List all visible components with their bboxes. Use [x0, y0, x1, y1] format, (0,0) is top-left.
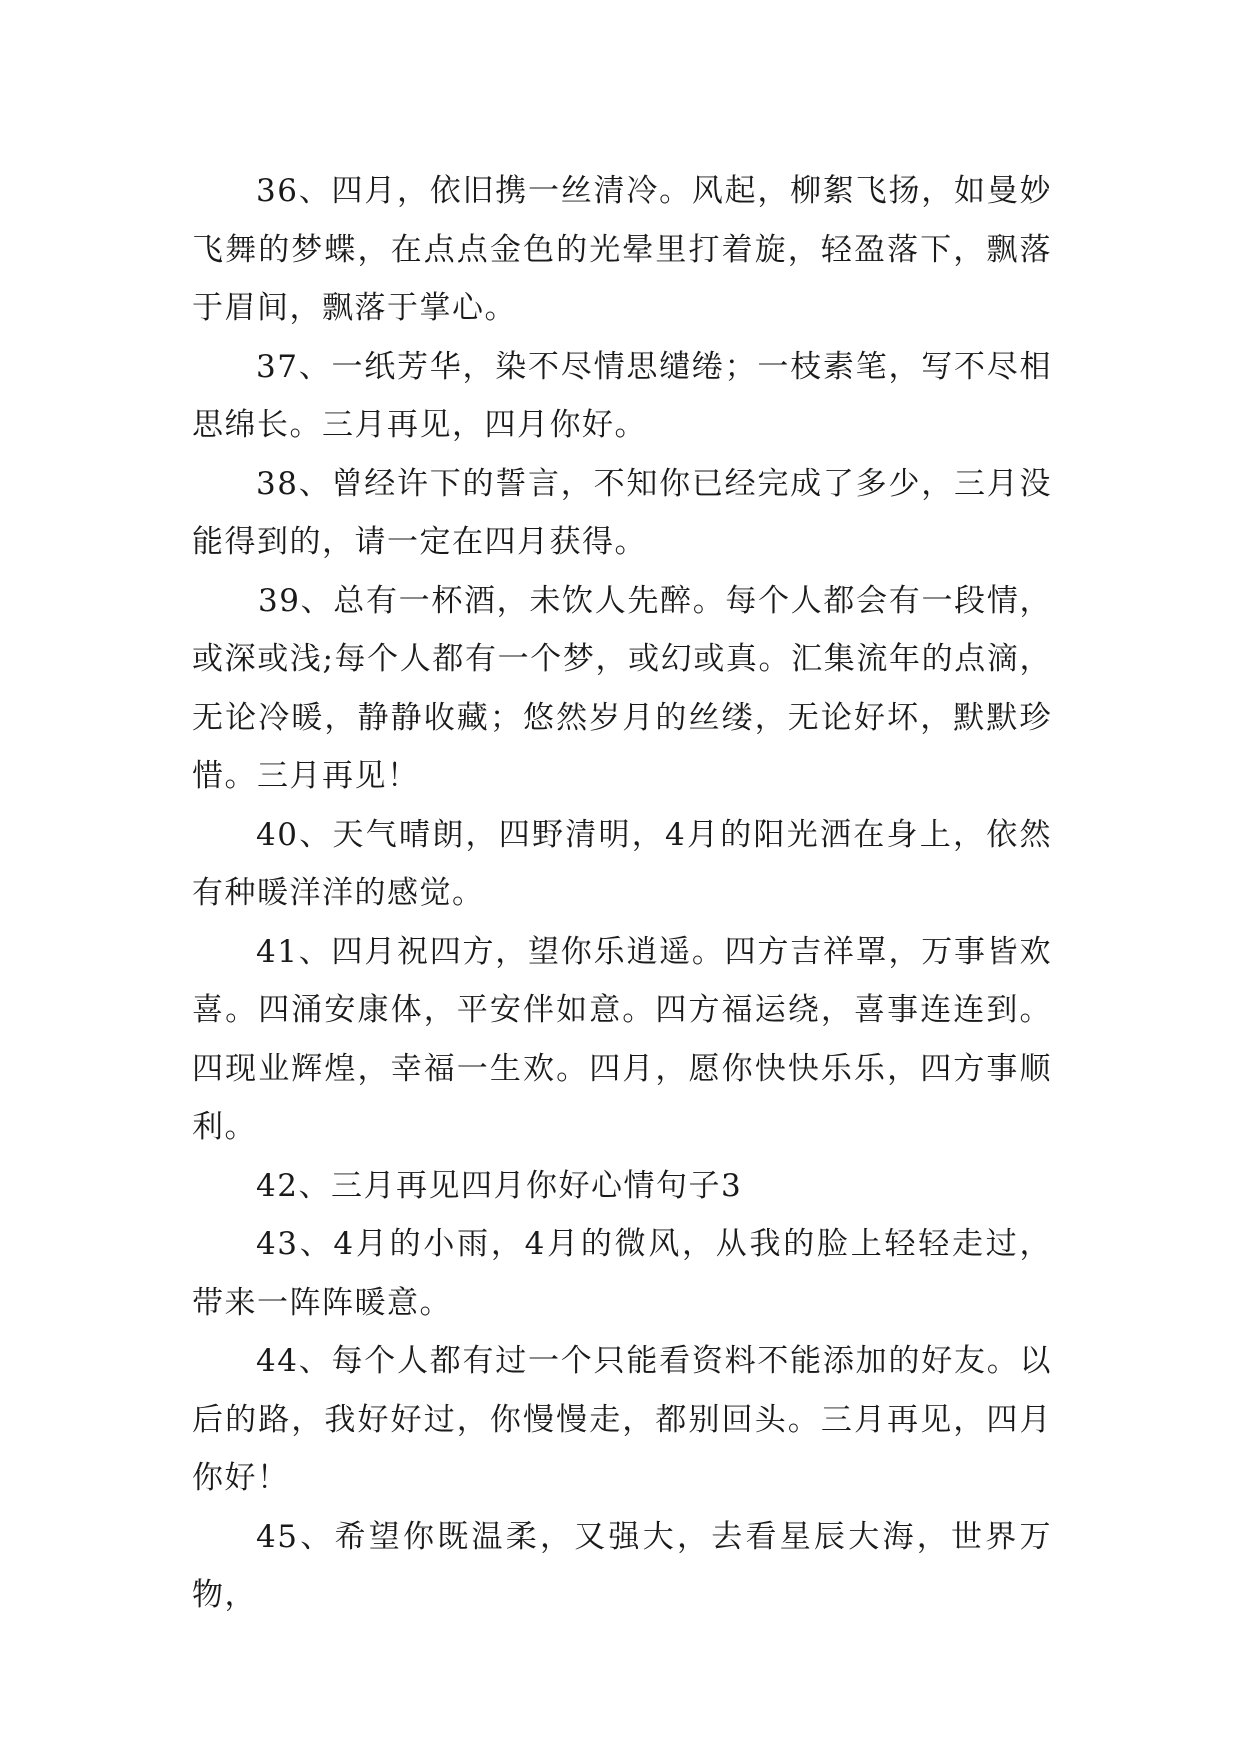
paragraph-37: 37、一纸芳华，染不尽情思缱绻；一枝素笔，写不尽相思绵长。三月再见，四月你好。	[192, 348, 1052, 443]
paragraph-43: 43、4月的小雨，4月的微风，从我的脸上轻轻走过，带来一阵阵暖意。	[192, 1226, 1052, 1321]
paragraph-40: 40、天气晴朗，四野清明，4月的阳光洒在身上，依然有种暖洋洋的感觉。	[192, 816, 1052, 911]
paragraph-41: 41、四月祝四方，望你乐逍遥。四方吉祥罩，万事皆欢喜。四涌安康体，平安伴如意。四方福运绕，喜事连连到。四现业辉煌，幸福一生欢。四月，愿你快快乐乐，四方事顺利。	[192, 933, 1052, 1145]
paragraph-36: 36、四月，依旧携一丝清冷。风起，柳絮飞扬，如曼妙飞舞的梦蝶，在点点金色的光晕里打着旋，轻盈落下，飘落于眉间，飘落于掌心。	[192, 173, 1052, 326]
paragraph-38: 38、曾经许下的誓言，不知你已经完成了多少，三月没能得到的，请一定在四月获得。	[192, 465, 1052, 560]
paragraph-44: 44、每个人都有过一个只能看资料不能添加的好友。以后的路，我好好过，你慢慢走，都别回头。三月再见，四月你好！	[192, 1343, 1052, 1496]
paragraph-42: 42、三月再见四月你好心情句子3	[256, 1167, 743, 1204]
paragraph-39: 39、总有一杯酒，未饮人先醉。每个人都会有一段情，或深或浅;每个人都有一个梦，或幻或真。汇集流年的点滴，无论冷暖，静静收藏；悠然岁月的丝缕，无论好坏，默默珍惜。三月再见！	[192, 582, 1052, 794]
document-body	[192, 162, 1052, 1625]
paragraph-45: 45、希望你既温柔，又强大，去看星辰大海，世界万物，	[192, 1518, 1052, 1613]
